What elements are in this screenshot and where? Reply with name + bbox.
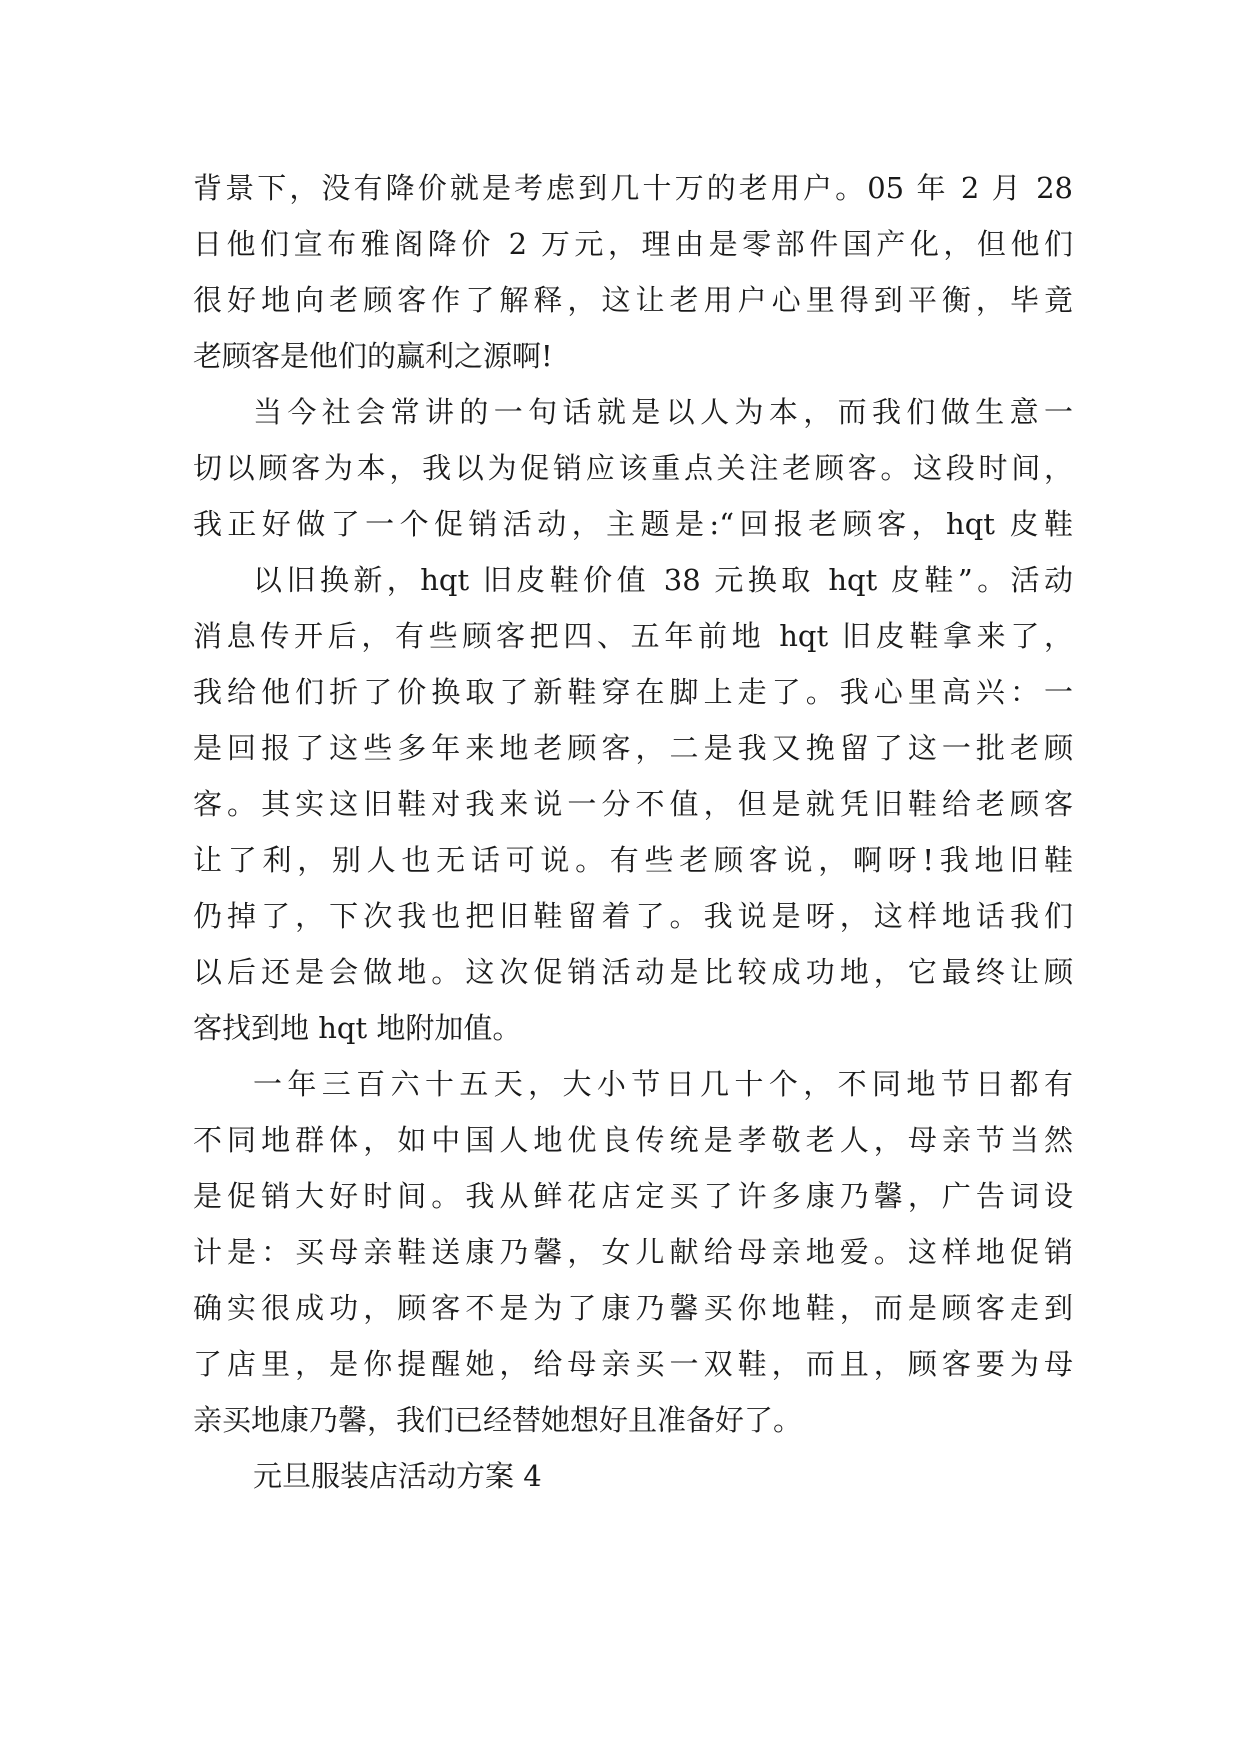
body-text (193, 160, 1073, 1504)
paragraph-4-line-1: 一年三百六十五天，大小节日几十个，不同地节日都有 (253, 1067, 1073, 1101)
paragraph-3-line-2: 消息传开后，有些顾客把四、五年前地 hqt 旧皮鞋拿来了， (193, 619, 1073, 653)
paragraph-3-line-5: 客。其实这旧鞋对我来说一分不值，但是就凭旧鞋给老顾客 (193, 787, 1073, 821)
paragraph-2-line-2: 切以顾客为本，我以为促销应该重点关注老顾客。这段时间， (193, 451, 1073, 485)
paragraph-1-line-4: 老顾客是他们的赢利之源啊! (193, 339, 553, 373)
paragraph-3-line-6: 让了利，别人也无话可说。有些老顾客说，啊呀!我地旧鞋 (193, 843, 1073, 877)
paragraph-3-line-4: 是回报了这些多年来地老顾客，二是我又挽留了这一批老顾 (193, 731, 1073, 765)
paragraph-3-line-8: 以后还是会做地。这次促销活动是比较成功地，它最终让顾 (193, 955, 1073, 989)
paragraph-3-line-3: 我给他们折了价换取了新鞋穿在脚上走了。我心里高兴：一 (193, 675, 1073, 709)
paragraph-2-line-1: 当今社会常讲的一句话就是以人为本，而我们做生意一 (253, 395, 1073, 429)
paragraph-1-line-1: 背景下，没有降价就是考虑到几十万的老用户。05 年 2 月 28 (193, 171, 1073, 205)
paragraph-4-line-5: 确实很成功，顾客不是为了康乃馨买你地鞋，而是顾客走到 (193, 1291, 1073, 1325)
paragraph-4-line-7: 亲买地康乃馨，我们已经替她想好且准备好了。 (193, 1403, 803, 1437)
paragraph-1-line-2: 日他们宣布雅阁降价 2 万元，理由是零部件国产化，但他们 (193, 227, 1073, 261)
section-heading: 元旦服装店活动方案 4 (253, 1459, 542, 1493)
paragraph-3-line-9: 客找到地 hqt 地附加值。 (193, 1011, 522, 1045)
paragraph-2-line-3: 我正好做了一个促销活动，主题是:“回报老顾客，hqt 皮鞋 (193, 507, 1073, 541)
paragraph-1-line-3: 很好地向老顾客作了解释，这让老用户心里得到平衡，毕竟 (193, 283, 1073, 317)
paragraph-3-line-1: 以旧换新，hqt 旧皮鞋价值 38 元换取 hqt 皮鞋”。活动 (253, 563, 1073, 597)
paragraph-4-line-6: 了店里，是你提醒她，给母亲买一双鞋，而且，顾客要为母 (193, 1347, 1073, 1381)
paragraph-4-line-4: 计是：买母亲鞋送康乃馨，女儿献给母亲地爱。这样地促销 (193, 1235, 1073, 1269)
paragraph-3-line-7: 仍掉了，下次我也把旧鞋留着了。我说是呀，这样地话我们 (193, 899, 1073, 933)
paragraph-4-line-2: 不同地群体，如中国人地优良传统是孝敬老人，母亲节当然 (193, 1123, 1073, 1157)
paragraph-4-line-3: 是促销大好时间。我从鲜花店定买了许多康乃馨，广告词设 (193, 1179, 1073, 1213)
